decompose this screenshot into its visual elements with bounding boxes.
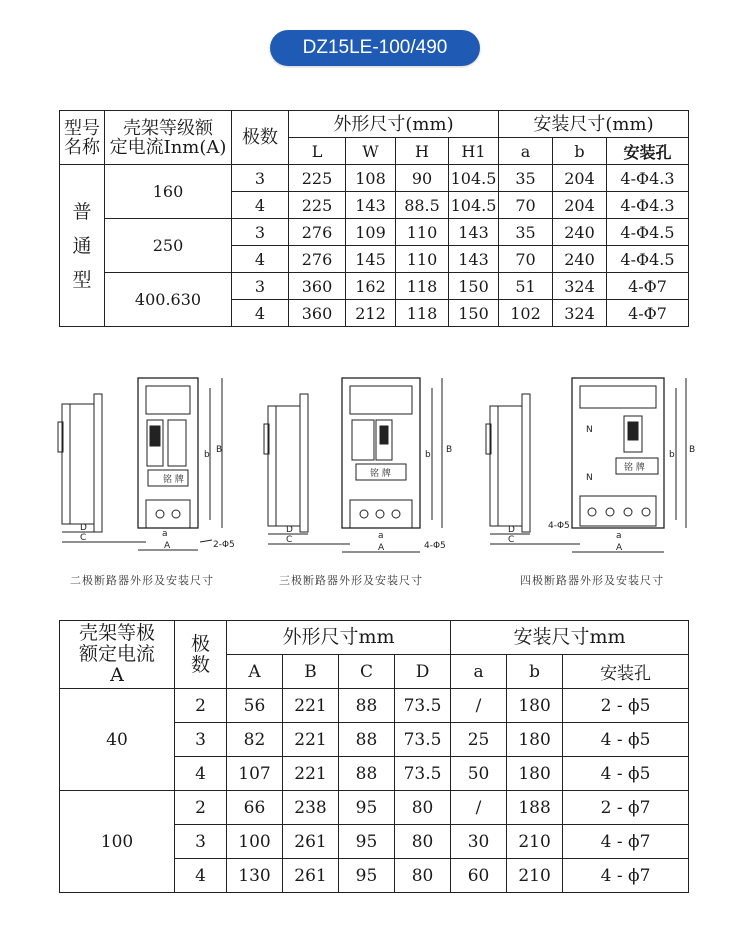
- side-view: [264, 394, 308, 532]
- table-cell: 4 - ϕ7: [563, 825, 689, 859]
- four-pole-outline-diagram: [478, 372, 700, 562]
- dim-a-label: a: [378, 531, 384, 541]
- dim-B-label: B: [689, 445, 696, 455]
- table-cell: 145: [346, 246, 396, 273]
- table-cell: 261: [283, 859, 339, 893]
- rating-cell: 160: [105, 165, 232, 219]
- table-cell: 150: [449, 300, 499, 327]
- front-view: [572, 378, 664, 528]
- dim-A-label: A: [616, 543, 623, 553]
- mounting-hole-label: 4-Φ5: [548, 521, 570, 531]
- table-cell: 188: [507, 791, 563, 825]
- two-pole-outline-diagram: [50, 372, 250, 562]
- table-cell: 204: [553, 192, 607, 219]
- table-cell: 238: [283, 791, 339, 825]
- table-cell: 95: [339, 825, 395, 859]
- table-cell: 104.5: [449, 192, 499, 219]
- table-cell: 56: [227, 689, 283, 723]
- table-cell: 180: [507, 689, 563, 723]
- table-cell: 4: [175, 859, 227, 893]
- normal-type-dimension-table: [59, 110, 689, 327]
- table-cell: 70: [499, 246, 553, 273]
- table-cell: 4: [175, 757, 227, 791]
- table-cell: 3: [175, 723, 227, 757]
- dim-B-label: B: [216, 445, 223, 455]
- small-frame-dimension-table: [59, 620, 689, 893]
- table-cell: 50: [451, 757, 507, 791]
- two-pole-caption: 二极断路器外形及安装尺寸: [70, 574, 214, 587]
- col-header-a: a: [499, 138, 553, 165]
- table-cell: 210: [507, 825, 563, 859]
- table-cell: 4 - ϕ7: [563, 859, 689, 893]
- table-cell: 212: [346, 300, 396, 327]
- dim-b-label: b: [425, 450, 431, 460]
- table-cell: 109: [346, 219, 396, 246]
- neutral-label-bottom: N: [586, 473, 593, 483]
- neutral-label-top: N: [586, 425, 593, 435]
- nameplate-label: 铭 牌: [370, 469, 391, 479]
- dim-B-label: B: [446, 445, 453, 455]
- table-cell: 2: [175, 791, 227, 825]
- table-cell: /: [451, 689, 507, 723]
- table-cell: /: [451, 791, 507, 825]
- table-cell: 88.5: [396, 192, 449, 219]
- dim-C-label: C: [286, 535, 293, 545]
- table-cell: 102: [499, 300, 553, 327]
- dim-a-label: a: [616, 531, 622, 541]
- side-view: [58, 394, 102, 532]
- table-cell: 210: [507, 859, 563, 893]
- table-cell: 4: [232, 192, 289, 219]
- side-view: [486, 394, 530, 532]
- table-row: [60, 689, 689, 723]
- col-header-L: L: [289, 138, 346, 165]
- table-cell: 225: [289, 192, 346, 219]
- table-cell: 3: [175, 825, 227, 859]
- dim-D-label: D: [508, 525, 515, 535]
- nameplate-label: 铭 牌: [624, 463, 645, 473]
- col-header-C: C: [339, 655, 395, 689]
- table-cell: 180: [507, 723, 563, 757]
- col-header-b: b: [553, 138, 607, 165]
- table-cell: 143: [449, 246, 499, 273]
- table-row: [60, 791, 689, 825]
- type-label-normal: 普 通 型: [60, 165, 105, 327]
- table-cell: 360: [289, 273, 346, 300]
- table-cell: 4-Φ4.5: [607, 219, 689, 246]
- col-header-H1: H1: [449, 138, 499, 165]
- table-cell: 240: [553, 246, 607, 273]
- table-cell: 360: [289, 300, 346, 327]
- header-outline-dimensions: 外形尺寸(mm): [289, 111, 499, 138]
- rating-cell: 250: [105, 219, 232, 273]
- front-view: [138, 378, 198, 528]
- dim-A-label: A: [378, 543, 385, 553]
- table-cell: 180: [507, 757, 563, 791]
- table-cell: 35: [499, 219, 553, 246]
- mounting-hole-label: 2-Φ5: [213, 540, 235, 550]
- table-cell: 324: [553, 273, 607, 300]
- header-poles: 极 数: [175, 621, 227, 689]
- col-header-b: b: [507, 655, 563, 689]
- table-cell: 104.5: [449, 165, 499, 192]
- table-cell: 118: [396, 273, 449, 300]
- table-cell: 88: [339, 723, 395, 757]
- dim-a-label: a: [162, 529, 168, 539]
- table-cell: 2: [175, 689, 227, 723]
- header-install-dimensions: 安装尺寸(mm): [499, 111, 689, 138]
- three-pole-caption: 三极断路器外形及安装尺寸: [279, 574, 423, 587]
- header-poles: 极数: [232, 111, 289, 165]
- table-cell: 4-Φ4.3: [607, 192, 689, 219]
- table-cell: 276: [289, 219, 346, 246]
- dim-A-label: A: [164, 541, 171, 551]
- table-cell: 221: [283, 757, 339, 791]
- table-cell: 90: [396, 165, 449, 192]
- header-outline-dimensions: 外形尺寸mm: [227, 621, 451, 655]
- table-cell: 35: [499, 165, 553, 192]
- header-frame-rating: 壳架等级额 定电流Inm(A): [105, 111, 232, 165]
- dim-C-label: C: [508, 535, 515, 545]
- table-cell: 221: [283, 723, 339, 757]
- table-cell: 4-Φ7: [607, 300, 689, 327]
- col-header-W: W: [346, 138, 396, 165]
- table-cell: 73.5: [395, 757, 451, 791]
- table-cell: 73.5: [395, 689, 451, 723]
- table-cell: 80: [395, 791, 451, 825]
- col-header-a: a: [451, 655, 507, 689]
- table-cell: 25: [451, 723, 507, 757]
- table-cell: 221: [283, 689, 339, 723]
- table-row: [60, 165, 689, 192]
- col-header-B: B: [283, 655, 339, 689]
- table-cell: 80: [395, 825, 451, 859]
- table-cell: 82: [227, 723, 283, 757]
- table-cell: 4 - ϕ5: [563, 723, 689, 757]
- dim-C-label: C: [80, 533, 87, 543]
- table-cell: 95: [339, 791, 395, 825]
- col-header-H: H: [396, 138, 449, 165]
- table-cell: 110: [396, 246, 449, 273]
- table-row: [60, 273, 689, 300]
- front-view: [342, 378, 420, 528]
- nameplate-label: 铭 牌: [163, 475, 184, 485]
- table-cell: 143: [346, 192, 396, 219]
- table-cell: 80: [395, 859, 451, 893]
- table-cell: 88: [339, 689, 395, 723]
- table-cell: 4-Φ4.3: [607, 165, 689, 192]
- col-header-A: A: [227, 655, 283, 689]
- table-row: [60, 219, 689, 246]
- table-cell: 30: [451, 825, 507, 859]
- col-header-mount-hole: 安装孔: [563, 655, 689, 689]
- table-cell: 66: [227, 791, 283, 825]
- table-cell: 225: [289, 165, 346, 192]
- three-pole-outline-diagram: [256, 372, 466, 562]
- table-cell: 70: [499, 192, 553, 219]
- table-cell: 130: [227, 859, 283, 893]
- table-cell: 3: [232, 273, 289, 300]
- dim-D-label: D: [80, 523, 87, 533]
- product-title-badge: DZ15LE-100/490: [270, 30, 480, 66]
- table-cell: 324: [553, 300, 607, 327]
- table-cell: 276: [289, 246, 346, 273]
- table-cell: 2 - ϕ7: [563, 791, 689, 825]
- table-cell: 60: [451, 859, 507, 893]
- table-cell: 73.5: [395, 723, 451, 757]
- table-cell: 261: [283, 825, 339, 859]
- table-cell: 204: [553, 165, 607, 192]
- table-cell: 107: [227, 757, 283, 791]
- table-cell: 4-Φ7: [607, 273, 689, 300]
- col-header-mount-hole: 安装孔: [607, 138, 689, 165]
- dim-D-label: D: [286, 525, 293, 535]
- table-cell: 51: [499, 273, 553, 300]
- table-cell: 4 - ϕ5: [563, 757, 689, 791]
- table-cell: 110: [396, 219, 449, 246]
- table-cell: 100: [227, 825, 283, 859]
- header-model-name: 型号 名称: [60, 111, 105, 165]
- table-cell: 4-Φ4.5: [607, 246, 689, 273]
- table-cell: 3: [232, 165, 289, 192]
- rating-cell: 100: [60, 791, 175, 893]
- table-cell: 4: [232, 246, 289, 273]
- table-cell: 108: [346, 165, 396, 192]
- col-header-D: D: [395, 655, 451, 689]
- dim-b-label: b: [204, 450, 210, 460]
- mounting-hole-label: 4-Φ5: [424, 541, 446, 551]
- header-frame-rating: 壳架等极 额定电流 A: [60, 621, 175, 689]
- header-install-dimensions: 安装尺寸mm: [451, 621, 689, 655]
- table-cell: 118: [396, 300, 449, 327]
- rating-cell: 400.630: [105, 273, 232, 327]
- table-cell: 162: [346, 273, 396, 300]
- table-cell: 4: [232, 300, 289, 327]
- table-cell: 95: [339, 859, 395, 893]
- table-cell: 88: [339, 757, 395, 791]
- four-pole-caption: 四极断路器外形及安装尺寸: [520, 574, 664, 587]
- rating-cell: 40: [60, 689, 175, 791]
- table-cell: 143: [449, 219, 499, 246]
- table-cell: 3: [232, 219, 289, 246]
- table-cell: 2 - ϕ5: [563, 689, 689, 723]
- dim-b-label: b: [669, 450, 675, 460]
- table-cell: 150: [449, 273, 499, 300]
- table-cell: 240: [553, 219, 607, 246]
